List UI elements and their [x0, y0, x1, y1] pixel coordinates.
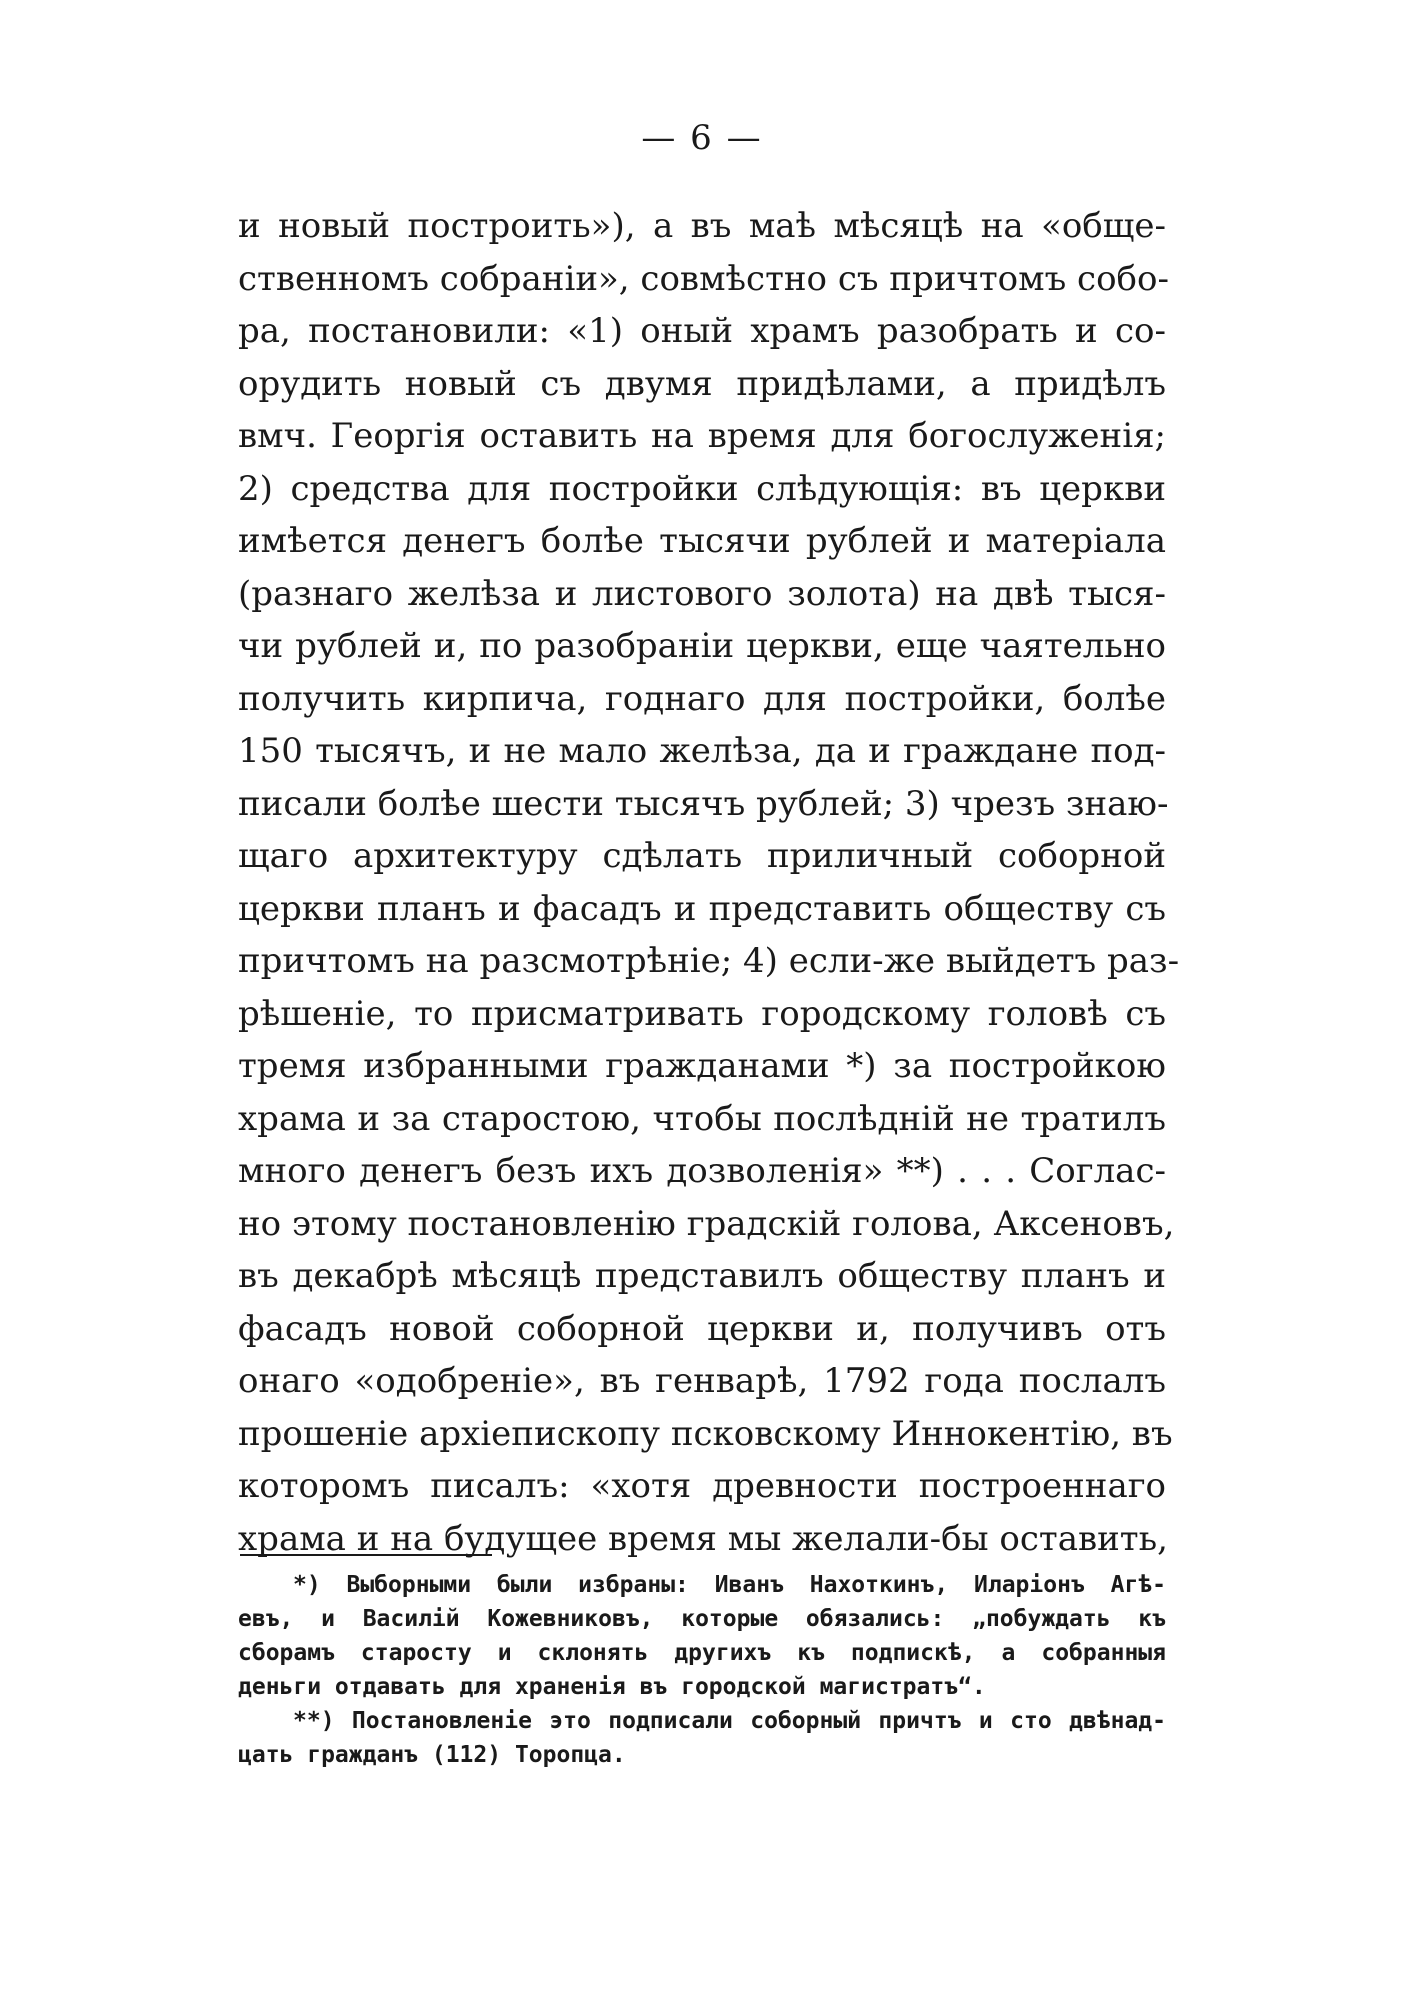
body-line: церкви планъ и фасадъ и представить обществу съ: [238, 888, 1166, 929]
body-line: ра, постановили: «1) оный храмъ разобрать и со-: [238, 311, 1166, 351]
footnote-1-line: деньги отдавать для храненія въ городской магистратъ“.: [238, 1674, 986, 1700]
body-line: причтомъ на разсмотрѣніе; 4) если-же выйдетъ раз-: [238, 941, 1180, 981]
body-line: имѣется денегъ болѣе тысячи рублей и матеріала: [238, 521, 1166, 561]
body-text: [238, 200, 1180, 1565]
body-line: щаго архитектуру сдѣлать приличный соборной: [238, 836, 1166, 876]
footnote-1-line: евъ, и Василій Кожевниковъ, которые обязались: „побуждать къ: [238, 1606, 1166, 1632]
footnote-1-line: *) Выборными были избраны: Иванъ Нахоткинъ, Иларіонъ Агѣ-: [293, 1572, 1166, 1598]
footnote-divider: [240, 1554, 492, 1556]
body-line: чи рублей и, по разобраніи церкви, еще чаятельно: [238, 626, 1166, 666]
body-line: храма и за старостою, чтобы послѣдній не тратилъ: [238, 1098, 1166, 1139]
body-line: и новый построить»), а въ маѣ мѣсяцѣ на «обще-: [238, 206, 1166, 246]
body-line: вмч. Георгія оставить на время для богослуженія;: [238, 416, 1166, 456]
footnote-1-line: сборамъ старосту и склонять другихъ къ подпискѣ, а собранныя: [238, 1640, 1166, 1666]
footnotes: [238, 1568, 1166, 1772]
body-line: рѣшеніе, то присматривать городскому головѣ съ: [238, 993, 1166, 1034]
body-line: прошеніе архіепископу псковскому Иннокентію, въ: [238, 1413, 1173, 1454]
body-line: ственномъ собраніи», совмѣстно съ причтомъ собо-: [238, 258, 1169, 299]
body-line: 2) средства для постройки слѣдующія: въ церкви: [238, 468, 1166, 509]
body-line: орудить новый съ двумя придѣлами, а придѣлъ: [238, 363, 1166, 404]
body-line: въ декабрѣ мѣсяцѣ представилъ обществу планъ и: [238, 1256, 1166, 1296]
body-line: тремя избранными гражданами *) за постройкою: [238, 1046, 1166, 1086]
body-line: но этому постановленію градскій голова, Аксеновъ,: [238, 1203, 1175, 1244]
body-line: храма и на будущее время мы желали-бы оставить,: [238, 1518, 1168, 1559]
page-number: — 6 —: [641, 118, 763, 158]
footnote-2-line: цать гражданъ (112) Торопца.: [238, 1742, 626, 1768]
body-line: 150 тысячъ, и не мало желѣза, да и граждане под-: [238, 731, 1166, 771]
body-line: фасадъ новой соборной церкви и, получивъ отъ: [238, 1308, 1166, 1349]
body-line: получить кирпича, годнаго для постройки, болѣе: [238, 678, 1166, 719]
body-line: много денегъ безъ ихъ дозволенія» **) . . . Соглас-: [238, 1151, 1166, 1191]
footnote-2-line: **) Постановленіе это подписали соборный причтъ и сто двѣнад-: [293, 1708, 1166, 1734]
body-line: писали болѣе шести тысячъ рублей; 3) чрезъ знаю-: [238, 783, 1169, 824]
body-line: (разнаго желѣза и листового золота) на двѣ тыся-: [238, 573, 1166, 614]
body-line: онаго «одобреніе», въ генварѣ, 1792 года послалъ: [238, 1361, 1166, 1401]
body-line: которомъ писалъ: «хотя древности построеннаго: [238, 1466, 1166, 1506]
